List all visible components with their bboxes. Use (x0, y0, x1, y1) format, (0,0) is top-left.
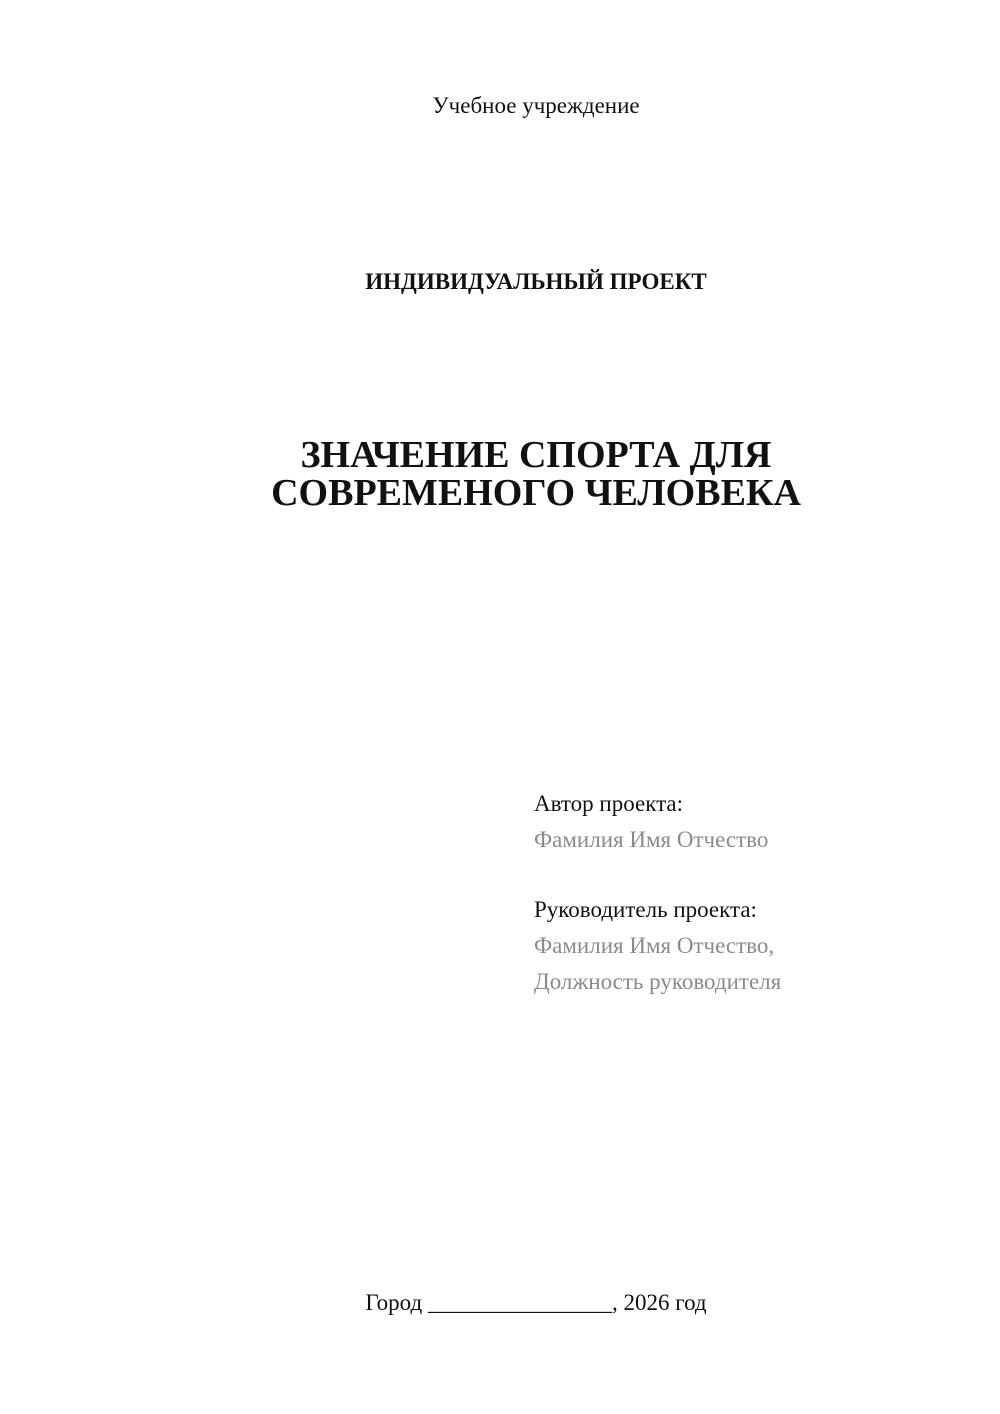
supervisor-block (534, 892, 781, 1000)
project-title-line-2: СОВРЕМЕНОГО ЧЕЛОВЕКА (271, 472, 801, 514)
project-type-heading: ИНДИВИДУАЛЬНЫЙ ПРОЕКТ (365, 269, 707, 294)
project-title (0, 436, 1000, 512)
author-block (534, 786, 768, 858)
institution-name: Учебное учреждение (432, 93, 640, 118)
supervisor-label: Руководитель проекта: (534, 897, 757, 922)
supervisor-position: Должность руководителя (534, 969, 782, 994)
author-label: Автор проекта: (534, 791, 683, 816)
supervisor-name: Фамилия Имя Отчество, (534, 933, 775, 958)
city-year-footer: Город ________________, 2026 год (365, 1290, 707, 1315)
project-title-line-1: ЗНАЧЕНИЕ СПОРТА ДЛЯ (300, 434, 772, 476)
author-name: Фамилия Имя Отчество (534, 827, 769, 852)
